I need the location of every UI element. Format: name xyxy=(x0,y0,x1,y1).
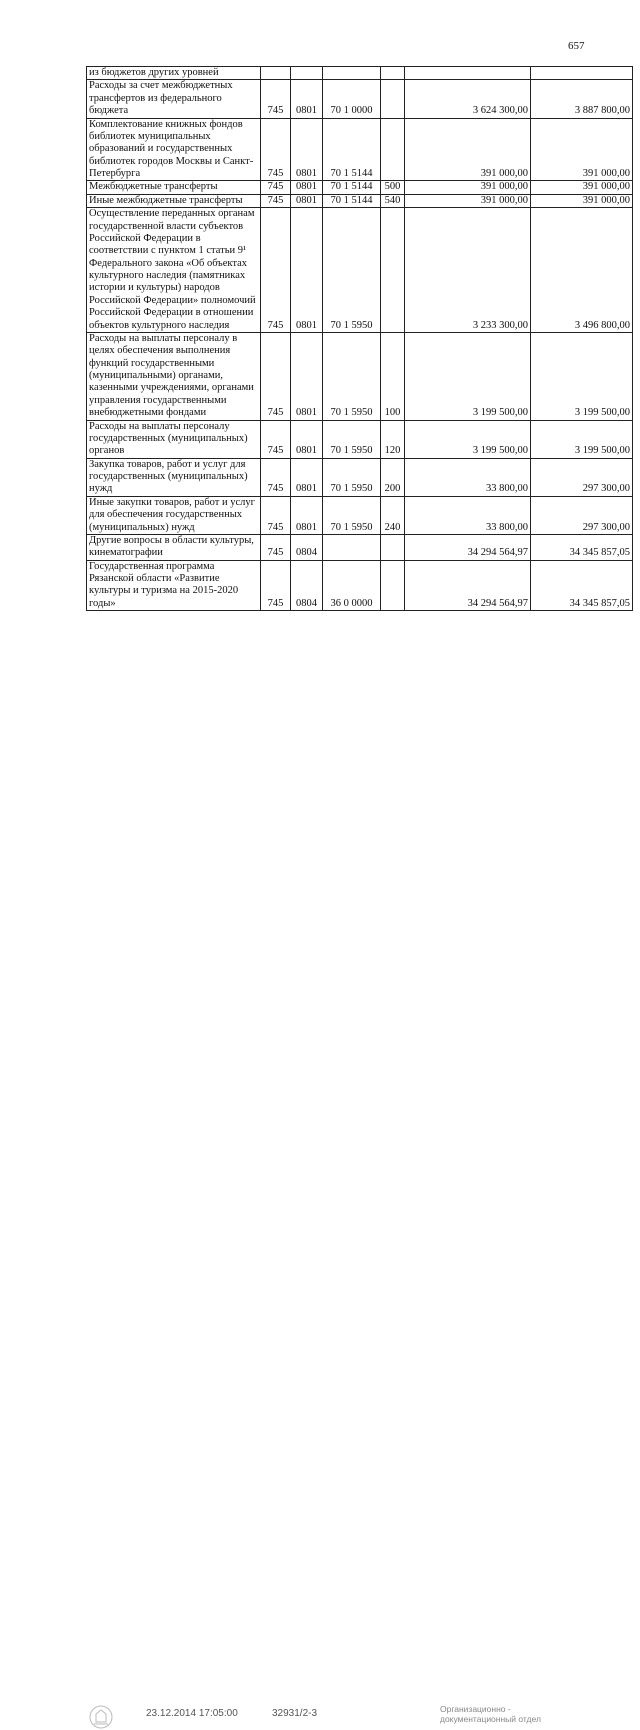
cell-vr xyxy=(381,208,405,333)
cell-name: Другие вопросы в области культуры, кинематографии xyxy=(87,534,261,560)
cell-rz: 0801 xyxy=(291,208,323,333)
table-row xyxy=(87,181,633,194)
cell-name: Межбюджетные трансферты xyxy=(87,181,261,194)
table-row xyxy=(87,208,633,333)
cell-ved: 745 xyxy=(261,208,291,333)
cell-rz: 0801 xyxy=(291,80,323,118)
cell-amount-2015: 391 000,00 xyxy=(405,194,531,207)
cell-ved: 745 xyxy=(261,194,291,207)
cell-vr: 500 xyxy=(381,181,405,194)
footer-datetime: 23.12.2014 17:05:00 xyxy=(146,1708,238,1719)
cell-amount-2016: 391 000,00 xyxy=(531,181,633,194)
cell-name: Комплектование книжных фондов библиотек муниципальных образований и государственных библиотек городов Москвы и Санкт-Петербурга xyxy=(87,118,261,181)
cell-vr xyxy=(381,560,405,611)
cell-amount-2016: 297 300,00 xyxy=(531,458,633,496)
cell-amount-2015: 391 000,00 xyxy=(405,181,531,194)
table-row xyxy=(87,496,633,534)
cell-vr: 240 xyxy=(381,496,405,534)
cell-ved: 745 xyxy=(261,118,291,181)
cell-csr: 70 1 5950 xyxy=(323,458,381,496)
cell-amount-2016: 34 345 857,05 xyxy=(531,534,633,560)
cell-rz: 0801 xyxy=(291,458,323,496)
emblem-stamp-icon xyxy=(88,1704,114,1730)
cell-name: Иные закупки товаров, работ и услуг для обеспечения государственных (муниципальных) нужд xyxy=(87,496,261,534)
cell-vr: 120 xyxy=(381,420,405,458)
cell-amount-2016: 3 199 500,00 xyxy=(531,420,633,458)
cell-rz: 0801 xyxy=(291,332,323,420)
cell-ved xyxy=(261,67,291,80)
cell-ved: 745 xyxy=(261,80,291,118)
cell-name: Осуществление переданных органам государственной власти субъектов Российской Федерации в соответствии с пунктом 1 статьи 9¹ Федерального закона «Об объектах культурного наследия (памятниках истории и культуры) народов Российской Федерации» полномочий Российской Федерации в отношении объектов культурного наследия xyxy=(87,208,261,333)
cell-vr: 200 xyxy=(381,458,405,496)
cell-name: Расходы за счет межбюджетных трансфертов из федерального бюджета xyxy=(87,80,261,118)
cell-rz: 0804 xyxy=(291,560,323,611)
cell-ved: 745 xyxy=(261,458,291,496)
table-row xyxy=(87,560,633,611)
cell-csr xyxy=(323,67,381,80)
cell-amount-2015 xyxy=(405,67,531,80)
cell-rz: 0801 xyxy=(291,420,323,458)
cell-amount-2016: 391 000,00 xyxy=(531,194,633,207)
footer-department xyxy=(440,1704,541,1724)
cell-amount-2015: 3 233 300,00 xyxy=(405,208,531,333)
cell-amount-2016: 3 496 800,00 xyxy=(531,208,633,333)
cell-amount-2016: 391 000,00 xyxy=(531,118,633,181)
cell-csr: 70 1 5950 xyxy=(323,420,381,458)
cell-ved: 745 xyxy=(261,181,291,194)
budget-table xyxy=(86,66,633,611)
table-row xyxy=(87,332,633,420)
cell-vr xyxy=(381,80,405,118)
footer-department-line1: Организационно - xyxy=(440,1704,511,1714)
cell-rz xyxy=(291,67,323,80)
cell-name: Расходы на выплаты персоналу государственных (муниципальных) органов xyxy=(87,420,261,458)
cell-rz: 0804 xyxy=(291,534,323,560)
cell-rz: 0801 xyxy=(291,181,323,194)
cell-ved: 745 xyxy=(261,496,291,534)
cell-amount-2015: 33 800,00 xyxy=(405,496,531,534)
cell-ved: 745 xyxy=(261,534,291,560)
cell-name: Закупка товаров, работ и услуг для государственных (муниципальных) нужд xyxy=(87,458,261,496)
cell-csr: 70 1 5144 xyxy=(323,118,381,181)
table-row xyxy=(87,67,633,80)
cell-ved: 745 xyxy=(261,560,291,611)
table-row xyxy=(87,80,633,118)
cell-name: Иные межбюджетные трансферты xyxy=(87,194,261,207)
cell-amount-2015: 34 294 564,97 xyxy=(405,560,531,611)
cell-amount-2015: 3 624 300,00 xyxy=(405,80,531,118)
cell-amount-2016: 3 887 800,00 xyxy=(531,80,633,118)
cell-csr: 70 1 5144 xyxy=(323,194,381,207)
table-row xyxy=(87,458,633,496)
document-footer xyxy=(0,848,640,1725)
cell-amount-2015: 391 000,00 xyxy=(405,118,531,181)
footer-department-line2: документационный отдел xyxy=(440,1714,541,1725)
page-number: 657 xyxy=(568,40,585,52)
cell-rz: 0801 xyxy=(291,496,323,534)
cell-csr: 70 1 5950 xyxy=(323,332,381,420)
cell-amount-2015: 34 294 564,97 xyxy=(405,534,531,560)
cell-vr: 540 xyxy=(381,194,405,207)
footer-doc-code: 32931/2-3 xyxy=(272,1708,318,1719)
cell-amount-2016: 34 345 857,05 xyxy=(531,560,633,611)
cell-csr: 70 1 0000 xyxy=(323,80,381,118)
cell-csr: 70 1 5950 xyxy=(323,496,381,534)
cell-vr xyxy=(381,534,405,560)
cell-amount-2015: 3 199 500,00 xyxy=(405,420,531,458)
cell-amount-2016: 297 300,00 xyxy=(531,496,633,534)
cell-amount-2015: 33 800,00 xyxy=(405,458,531,496)
table-row xyxy=(87,118,633,181)
cell-name: из бюджетов других уровней xyxy=(87,67,261,80)
cell-rz: 0801 xyxy=(291,118,323,181)
cell-rz: 0801 xyxy=(291,194,323,207)
cell-csr: 70 1 5144 xyxy=(323,181,381,194)
cell-ved: 745 xyxy=(261,332,291,420)
cell-csr xyxy=(323,534,381,560)
cell-ved: 745 xyxy=(261,420,291,458)
table-row xyxy=(87,194,633,207)
cell-name: Расходы на выплаты персоналу в целях обеспечения выполнения функций государственными (муниципальными) органами, казенными учреждениями, органами управления государственными внебюджетными фондами xyxy=(87,332,261,420)
cell-amount-2016: 3 199 500,00 xyxy=(531,332,633,420)
cell-csr: 70 1 5950 xyxy=(323,208,381,333)
table-row xyxy=(87,534,633,560)
cell-amount-2015: 3 199 500,00 xyxy=(405,332,531,420)
cell-csr: 36 0 0000 xyxy=(323,560,381,611)
cell-vr: 100 xyxy=(381,332,405,420)
table-row xyxy=(87,420,633,458)
cell-vr xyxy=(381,118,405,181)
cell-vr xyxy=(381,67,405,80)
cell-name: Государственная программа Рязанской области «Развитие культуры и туризма на 2015-2020 годы» xyxy=(87,560,261,611)
cell-amount-2016 xyxy=(531,67,633,80)
